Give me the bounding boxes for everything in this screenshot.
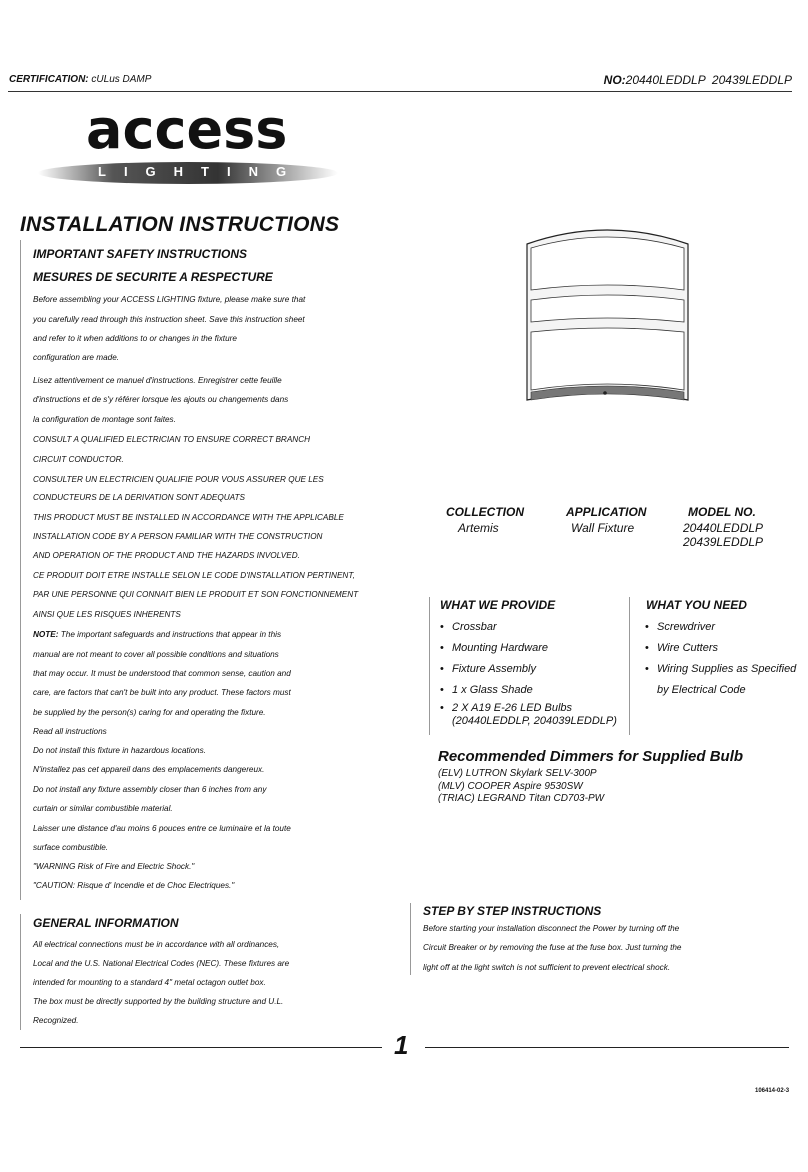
provide-bulb-note: (20440LEDDLP, 204039LEDDLP) <box>452 715 617 727</box>
safety-line: CIRCUIT CONDUCTOR. <box>33 455 124 464</box>
safety-line: that may occur. It must be understood that common sense, caution and <box>33 669 291 678</box>
model-value: 20440LEDDLP <box>683 521 764 535</box>
safety-line: Do not install any fixture assembly closer than 6 inches from any <box>33 785 267 794</box>
need-item: Screwdriver <box>657 621 716 633</box>
dimmer-line: (ELV) LUTRON Skylark SELV-300P <box>438 768 597 779</box>
model-label: MODEL NO. <box>688 505 756 519</box>
bullet-icon: • <box>645 642 649 654</box>
dimmer-line: (TRIAC) LEGRAND Titan CD703-PW <box>438 793 605 804</box>
page-title: INSTALLATION INSTRUCTIONS <box>20 213 340 236</box>
note-text: The important safeguards and instructions that appear in this <box>58 630 282 639</box>
provide-heading: WHAT WE PROVIDE <box>440 598 556 612</box>
safety-line: configuration are made. <box>33 353 120 362</box>
safety-line: INSTALLATION CODE BY A PERSON FAMILIAR WITH THE CONSTRUCTION <box>33 532 323 541</box>
safety-line: Read all instructions <box>33 727 107 736</box>
safety-line: "WARNING Risk of Fire and Electric Shock." <box>33 862 195 871</box>
header-divider <box>8 91 792 92</box>
fixture-illustration <box>525 222 690 407</box>
safety-line: care, are factors that can't be built into any product. These factors must <box>33 688 291 697</box>
need-item: Wiring Supplies as Specified <box>657 663 797 675</box>
safety-line: Do not install this fixture in hazardous locations. <box>33 746 206 755</box>
provide-item: 2 X A19 E-26 LED Bulbs <box>452 702 573 714</box>
need-heading: WHAT YOU NEED <box>646 598 747 612</box>
collection-value: Artemis <box>458 521 499 535</box>
provide-section-rule <box>429 597 430 735</box>
bullet-icon: • <box>440 642 444 654</box>
safety-line: AINSI QUE LES RISQUES INHERENTS <box>33 610 181 619</box>
note-label: NOTE: <box>33 630 59 639</box>
application-value: Wall Fixture <box>571 521 635 535</box>
certification-value: cULus DAMP <box>91 74 152 85</box>
safety-section-rule <box>20 240 21 900</box>
bullet-icon: • <box>440 702 444 714</box>
model-number-line <box>604 73 792 87</box>
general-heading: GENERAL INFORMATION <box>33 916 179 930</box>
provide-item: Crossbar <box>452 621 497 633</box>
bullet-icon: • <box>645 621 649 633</box>
certification-line <box>9 74 151 85</box>
dimmers-heading: Recommended Dimmers for Supplied Bulb <box>438 748 744 765</box>
model-number-value: 20440LEDDLP 20439LEDDLP <box>625 73 792 87</box>
safety-line: manual are not meant to cover all possible conditions and situations <box>33 650 279 659</box>
safety-heading-fr: MESURES DE SECURITE A RESPECTURE <box>33 270 273 284</box>
safety-line: CONSULT A QUALIFIED ELECTRICIAN TO ENSURE CORRECT BRANCH <box>33 435 311 444</box>
provide-item: 1 x Glass Shade <box>452 684 533 696</box>
general-line: Local and the U.S. National Electrical Codes (NEC). These fixtures are <box>33 959 290 968</box>
safety-line: curtain or similar combustible material. <box>33 804 173 813</box>
safety-line: AND OPERATION OF THE PRODUCT AND THE HAZARDS INVOLVED. <box>33 551 300 560</box>
step-line: light off at the light switch is not sufficient to prevent electrical shock. <box>423 963 671 972</box>
need-section-rule <box>629 597 630 735</box>
bullet-icon: • <box>440 684 444 696</box>
safety-line: CONDUCTEURS DE LA DERIVATION SONT ADEQUATS <box>33 493 245 502</box>
logo-subtitle: LIGHTING <box>98 164 305 179</box>
safety-line: Lisez attentivement ce manuel d'instructions. Enregistrer cette feuille <box>33 376 282 385</box>
general-line: All electrical connections must be in accordance with all ordinances, <box>33 940 280 949</box>
safety-line: PAR UNE PERSONNE QUI CONNAIT BIEN LE PRODUIT ET SON FONCTIONNEMENT <box>33 590 359 599</box>
need-item-continued: by Electrical Code <box>657 684 746 696</box>
model-value: 20439LEDDLP <box>683 535 764 549</box>
model-number-label: NO: <box>603 73 626 87</box>
bullet-icon: • <box>440 621 444 633</box>
safety-line: la configuration de montage sont faites. <box>33 415 176 424</box>
safety-line: be supplied by the person(s) caring for and operating the fixture. <box>33 708 266 717</box>
safety-heading-en: IMPORTANT SAFETY INSTRUCTIONS <box>33 247 248 261</box>
collection-label: COLLECTION <box>446 505 524 519</box>
bullet-icon: • <box>440 663 444 675</box>
note-line <box>33 630 281 639</box>
safety-line: THIS PRODUCT MUST BE INSTALLED IN ACCORDANCE WITH THE APPLICABLE <box>33 513 344 522</box>
document-code: 106414-02-3 <box>755 1088 790 1094</box>
safety-line: surface combustible. <box>33 843 109 852</box>
safety-line: CE PRODUIT DOIT ETRE INSTALLE SELON LE CODE D'INSTALLATION PERTINENT, <box>33 571 355 580</box>
bullet-icon: • <box>645 663 649 675</box>
footer-rule-right <box>425 1047 789 1048</box>
step-line: Before starting your installation disconnect the Power by turning off the <box>423 924 680 933</box>
page-number: 1 <box>394 1030 409 1060</box>
certification-label: CERTIFICATION: <box>9 74 89 85</box>
logo-wordmark: access <box>86 98 288 161</box>
general-line: The box must be directly supported by the building structure and U.L. <box>33 997 284 1006</box>
general-section-rule <box>20 914 21 1030</box>
safety-line: Laisser une distance d'au moins 6 pouces entre ce luminaire et la toute <box>33 824 291 833</box>
steps-section-rule <box>410 903 411 975</box>
general-line: Recognized. <box>33 1016 79 1025</box>
safety-line: "CAUTION: Risque d' Incendie et de Choc Electriques." <box>33 881 235 890</box>
general-line: intended for mounting to a standard 4" metal octagon outlet box. <box>33 978 266 987</box>
dimmer-line: (MLV) COOPER Aspire 9530SW <box>438 781 583 792</box>
footer-rule-left <box>20 1047 382 1048</box>
safety-line: Before assembling your ACCESS LIGHTING fixture, please make sure that <box>33 295 306 304</box>
provide-item: Fixture Assembly <box>452 663 536 675</box>
safety-line: d'instructions et de s'y référer lorsque les ajouts ou changements dans <box>33 395 289 404</box>
safety-line: N'installez pas cet appareil dans des emplacements dangereux. <box>33 765 265 774</box>
safety-line: you carefully read through this instruction sheet. Save this instruction sheet <box>33 315 305 324</box>
need-item: Wire Cutters <box>657 642 719 654</box>
safety-line: CONSULTER UN ELECTRICIEN QUALIFIE POUR VOUS ASSURER QUE LES <box>33 475 324 484</box>
step-line: Circuit Breaker or by removing the fuse at the fuse box. Just turning the <box>423 943 682 952</box>
provide-item: Mounting Hardware <box>452 642 548 654</box>
steps-heading: STEP BY STEP INSTRUCTIONS <box>423 904 602 918</box>
safety-line: and refer to it when additions to or changes in the fixture <box>33 334 237 343</box>
application-label: APPLICATION <box>566 505 647 519</box>
